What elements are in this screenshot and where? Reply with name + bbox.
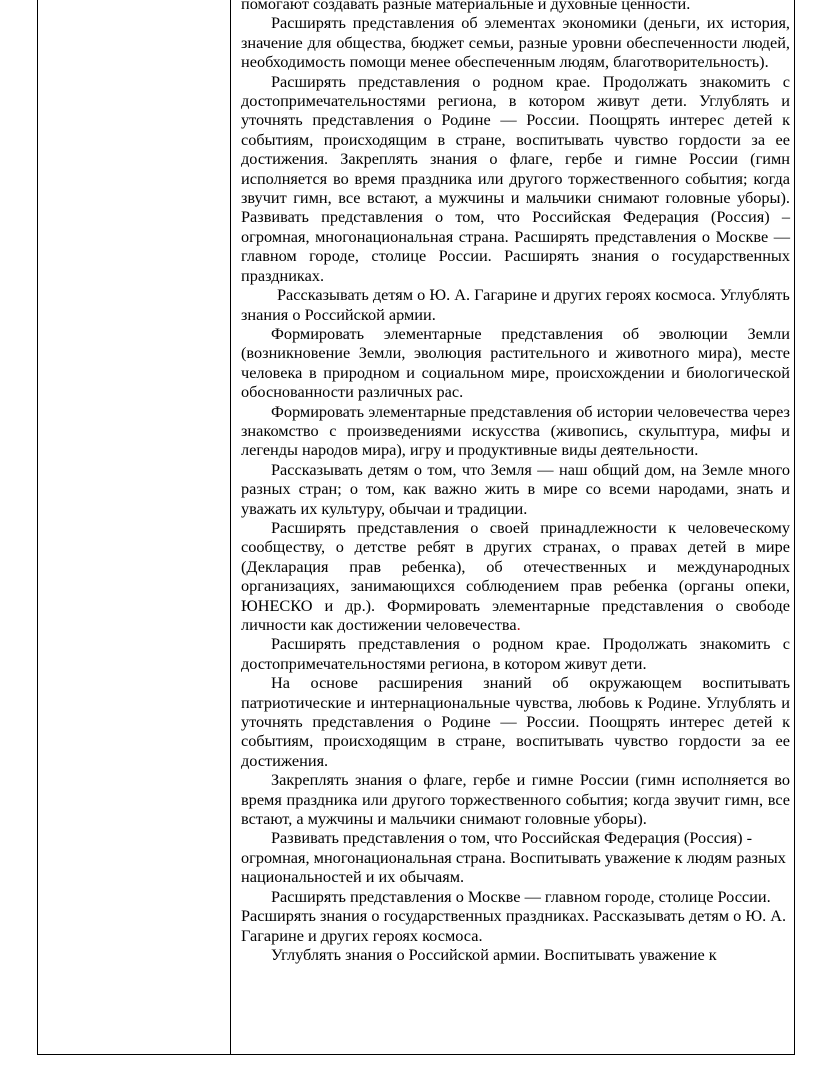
paragraph-5: Формировать элементарные представления об истории человечества через знакомство с произведениями искусства (живопись, скульптура, мифы и легенды народов мира), игру и продуктивные виды деятельности. xyxy=(241,401,790,460)
paragraph-7-period: . xyxy=(516,615,521,634)
paragraph-9: На основе расширения знаний об окружающем воспитывать патриотические и интернациональные чувства, любовь к Родине. Углублять и уточнять представления о Родине — России. Поощрять интерес детей к событиям, происходящим в стране, воспитывать чувство гордости за ее достижения. xyxy=(241,673,790,770)
content-table xyxy=(37,0,795,1055)
paragraph-7 xyxy=(241,518,790,634)
paragraph-10: Закреплять знания о флаге, гербе и гимне России (гимн исполняется во время праздника или другого торжественного события; когда звучит гимн, все встают, а мужчины и мальчики снимают головные уборы). xyxy=(241,770,790,829)
paragraph-2: Расширять представления о родном крае. Продолжать знакомить с достопримечательностями региона, в котором живут дети. Углублять и уточнять представления о Родине — России. Поощрять интерес детей к событиям, происходящим в стране, воспитывать чувство гордости за ее достижения. Закреплять знания о флаге, гербе и гимне России (гимн исполняется во время праздника или другого торжественного события; когда звучит гимн, все встают, а мужчины и мальчики снимают головные уборы). Развивать представления о том, что Российская Федерация (Россия) – огромная, многонациональная страна. Расширять представления о Москве — главном городе, столице России. Расширять знания о государственных праздниках. xyxy=(241,71,790,285)
paragraph-4: Формировать элементарные представления об эволюции Земли (возникновение Земли, эволюция растительного и животного мира), месте человека в природном и социальном мире, происхождении и биологической обоснованности различных рас. xyxy=(241,323,790,402)
table-left-cell xyxy=(38,0,231,1054)
paragraph-12: Расширять представления о Москве — главном городе, столице России. Расширять знания о государственных праздниках. Рассказывать детям о Ю. А. Гагарине и других героях космоса. xyxy=(241,886,787,945)
paragraph-3: Рассказывать детям о Ю. А. Гагарине и других героях космоса. Углублять знания о Российской армии. xyxy=(241,285,790,324)
paragraph-13: Углублять знания о Российской армии. Воспитывать уважение к xyxy=(271,944,717,964)
paragraph-11: Развивать представления о том, что Российская Федерация (Россия) - огромная, многонациональная страна. Воспитывать уважение к людям разных национальностей и их обычаям. xyxy=(241,828,786,887)
paragraph-6: Рассказывать детям о том, что Земля — наш общий дом, на Земле много разных стран; о том, как важно жить в мире со всеми народами, знать и уважать их культуру, обычаи и традиции. xyxy=(241,459,790,518)
paragraph-7-text: Расширять представления о своей принадлежности к человеческому сообществу, о детстве ребят в других странах, о правах детей в мире (Декларация прав ребенка), об отечественных и международных организациях, занимающихся соблюдением прав ребенка (органы опеки, ЮНЕСКО и др.). Формировать элементарные представления о свободе личности как достижении человечества xyxy=(241,517,790,634)
paragraph-0: помогают создавать разные материальные и духовные ценности. xyxy=(241,0,691,13)
paragraph-1: Расширять представления об элементах экономики (деньги, их история, значение для общества, бюджет семьи, разные уровни обеспеченности людей, необходимость помощи менее обеспеченным людям, благотворительность). xyxy=(241,13,790,72)
table-right-cell xyxy=(231,0,795,964)
paragraph-8: Расширять представления о родном крае. Продолжать знакомить с достопримечательностями региона, в котором живут дети. xyxy=(241,634,790,673)
